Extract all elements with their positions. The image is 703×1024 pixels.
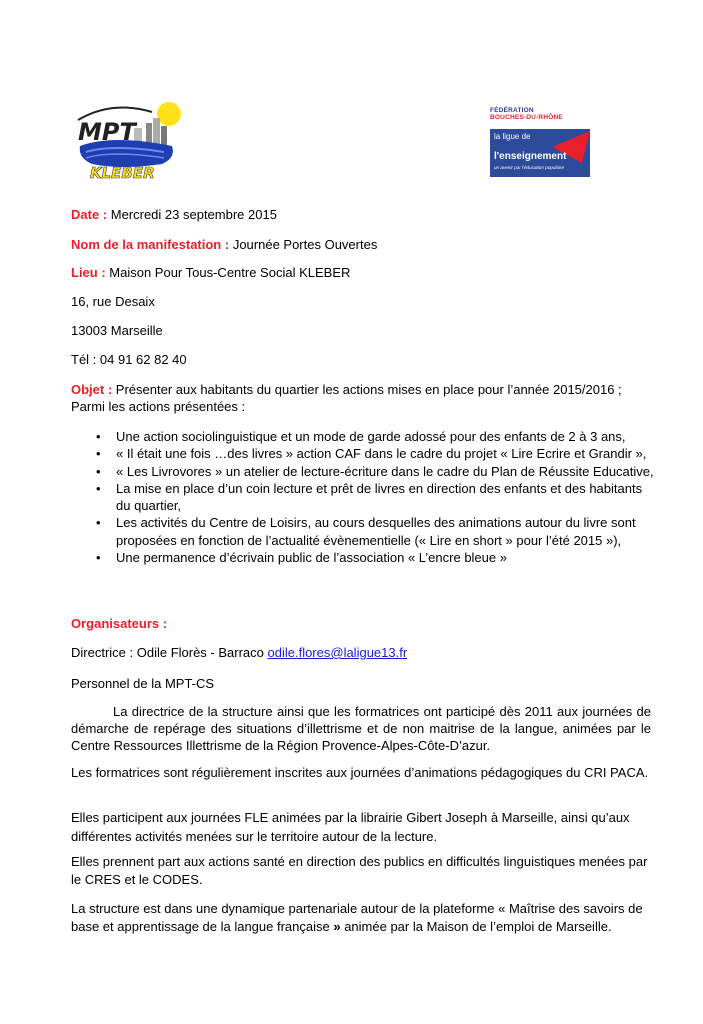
event-line <box>71 237 377 253</box>
directrice-email-link[interactable]: odile.flores@laligue13.fr <box>267 645 408 660</box>
list-item: • Une action sociolinguistique et un mode de garde adossé pour des enfants de 2 à 3 ans, <box>96 428 656 445</box>
date-label: Date : <box>71 207 108 222</box>
ligue-line1: la ligue de <box>494 132 531 141</box>
paragraph-5-quote: » <box>333 919 341 934</box>
date-value: Mercredi 23 septembre 2015 <box>107 207 277 222</box>
actions-list <box>96 428 656 566</box>
directrice-line <box>71 645 407 661</box>
personnel-line: Personnel de la MPT-CS <box>71 676 215 691</box>
directrice-text: Directrice : Odile Florès - Barraco <box>71 645 268 660</box>
kleber-logo-sign: MPT <box>78 118 136 146</box>
paragraph-1: La directrice de la structure ainsi que les formatrices ont participé dès 2011 aux journées de démarche de repérage des situations d’illettrisme et de non maitrise de la langue, animées par le Centre Ressources Illettrisme de la Région Provence-Alpes-Côte-D’azur. <box>71 704 651 753</box>
phone-line: Tél : 04 91 62 82 40 <box>71 352 187 367</box>
objet-label: Objet : <box>71 382 113 397</box>
paragraph-2: Les formatrices sont régulièrement inscrites aux journées d’animations pédagogiques du CRI PACA. <box>71 765 649 780</box>
paragraph-4: Elles prennent part aux actions santé en direction des publics en difficultés linguistiques menées par le CRES et le CODES. <box>71 854 648 887</box>
ligue-box <box>490 129 590 177</box>
event-label: Nom de la manifestation : <box>71 237 230 252</box>
date-line <box>71 207 277 223</box>
paragraph-5-part-2: animée par la Maison de l’emploi de Marseille. <box>340 919 612 934</box>
ligue-federation: FÉDÉRATION <box>490 107 534 114</box>
kleber-logo-text: KLEBER <box>90 164 155 180</box>
ligue-departement: BOUCHES-DU-RHÔNE <box>490 114 563 121</box>
ligue-tagline: un avenir par l'éducation populaire <box>494 165 565 170</box>
list-item: • Une permanence d’écrivain public de l’association « L’encre bleue » <box>96 549 656 566</box>
place-line <box>71 265 350 281</box>
place-value: Maison Pour Tous-Centre Social KLEBER <box>105 265 351 280</box>
list-item: • « Les Livrovores » un atelier de lecture-écriture dans le cadre du Plan de Réussite Educative, <box>96 463 656 480</box>
ligue-enseignement-logo <box>490 107 600 179</box>
list-item: • La mise en place d’un coin lecture et prêt de livres en direction des enfants et des habitants du quartier, <box>96 480 656 515</box>
list-item: • Les activités du Centre de Loisirs, au cours desquelles des animations autour du livre sont proposées en fonction de l’actualité évènementielle (« Lire en short » pour l’été 2015 »), <box>96 514 656 549</box>
kleber-logo <box>72 98 187 180</box>
paragraph-5-part-1: La structure est dans une dynamique partenariale autour de la plateforme « Maîtrise des savoirs de base et apprentissage de la langue française <box>71 901 643 934</box>
place-label: Lieu : <box>71 265 106 280</box>
organisateurs-title: Organisateurs : <box>71 616 168 631</box>
paragraph-5 <box>71 900 651 936</box>
list-item: • « Il était une fois …des livres » action CAF dans le cadre du projet « Lire Ecrire et Grandir », <box>96 445 656 462</box>
event-value: Journée Portes Ouvertes <box>229 237 378 252</box>
objet-line2: Parmi les actions présentées : <box>71 399 246 414</box>
paragraph-3: Elles participent aux journées FLE animées par la librairie Gibert Joseph à Marseille, ainsi qu’aux différentes activités menées sur le territoire autour de la lecture. <box>71 810 630 844</box>
objet-paragraph <box>71 381 651 415</box>
address-line-2: 13003 Marseille <box>71 323 163 338</box>
address-line-1: 16, rue Desaix <box>71 294 155 309</box>
ligue-line2: l'enseignement <box>494 151 567 162</box>
objet-text: Présenter aux habitants du quartier les actions mises en place pour l’année 2015/2016 ; <box>112 382 622 397</box>
